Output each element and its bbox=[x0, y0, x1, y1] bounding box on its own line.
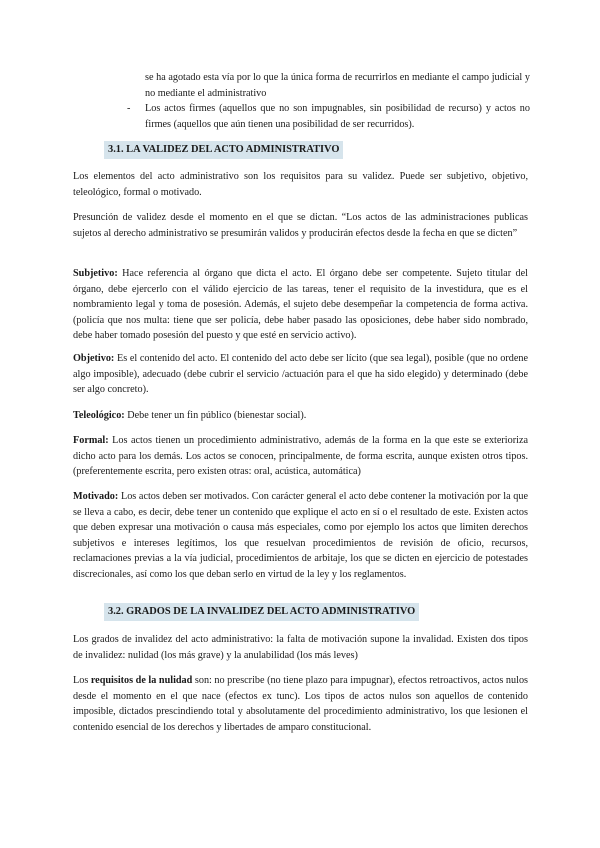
paragraph-teleologico bbox=[73, 408, 528, 424]
text-formal: Los actos tienen un procedimiento administrativo, además de la forma en la que este se exterioriza dicho acto para los demás. Los actos se conocen, principalmente, de forma escrita, aunque existen otros tipos. (preferentemente escrita, pero existen otras: oral, acústica, automática) bbox=[73, 435, 528, 478]
section-heading-grados: 3.2. GRADOS DE LA INVALIDEZ DEL ACTO ADMINISTRATIVO bbox=[104, 603, 419, 621]
text-nulidad: son: no prescribe (no tiene plazo para impugnar), efectos retroactivos, actos nulos desde el momento en el que nace (efectos ex tunc). Los tipos de actos nulos son aquellos de contenido imposible, dictados prescindiendo total y absolutamente del procedimiento administrativo, los que lesionen el contenido esencial de los derechos y libertades de amparo constitucional. bbox=[73, 675, 528, 733]
paragraph-presuncion: Presunción de validez desde el momento en el que se dictan. “Los actos de las administraciones publicas sujetos al derecho administrativo se presumirán validos y producirán efectos desde la fecha en que se dicten” bbox=[73, 212, 528, 239]
paragraph-grados-intro: Los grados de invalidez del acto administrativo: la falta de motivación supone la invalidad. Existen dos tipos de invalidez: nulidad (los más grave) y la anulabilidad (los más leves) bbox=[73, 634, 528, 661]
term-subjetivo: Subjetivo: bbox=[73, 268, 118, 279]
paragraph-formal bbox=[73, 433, 528, 480]
paragraph-intro: Los elementos del acto administrativo son los requisitos para su validez. Puede ser subjetivo, objetivo, teleológico, formal o motivado. bbox=[73, 171, 528, 198]
text-teleologico: Debe tener un fin público (bienestar social). bbox=[124, 410, 307, 421]
term-teleologico: Teleológico: bbox=[73, 410, 125, 421]
paragraph-nulidad bbox=[73, 673, 528, 735]
text-motivado: Los actos deben ser motivados. Con carácter general el acto debe contener la motivación por la que se lleva a cabo, es decir, debe tener un contenido que explique el acto en sí o el resultado de este. Existen actos que deben expresar una motivación o causa más especiales, como por ejemplo los actos que limiten derechos subjetivos e intereses legítimos, los que resuelvan procedimientos de revisión de oficio, recursos, reclamaciones previas a la vía judicial, procedimientos de arbitaje, los que se dicten en ejercicio de potestades discrecionales, así como los que deban serlo en virtud de la ley y los reglamentos. bbox=[73, 491, 528, 580]
section-heading-validez: 3.1. LA VALIDEZ DEL ACTO ADMINISTRATIVO bbox=[104, 141, 343, 159]
paragraph-subjetivo bbox=[73, 266, 528, 344]
term-nulidad: requisitos de la nulidad bbox=[90, 675, 193, 686]
list-bullet: - bbox=[127, 103, 131, 114]
list-item-text: Los actos firmes (aquellos que no son impugnables, sin posibilidad de recurso) y actos no firmes (aquellos que aún tienen una posibilidad de ser recurridos). bbox=[145, 103, 530, 130]
text-subjetivo: Hace referencia al órgano que dicta el acto. El órgano debe ser competente. Sujeto titular del órgano, debe ejercerlo con el válido ejercicio de las tareas, tener el requisito de la investidura, que es el nombramiento legal y toma de posesión. Además, el sujeto debe desempeñar la competencia de forma activa. (policía que nos multa: tiene que ser policía, debe haber pasado las oposiciones, debe haber sido nombrado, debe haber tomado posesión del puesto y que esté en servicio activo). bbox=[73, 268, 528, 342]
text-objetivo: Es el contenido del acto. El contenido del acto debe ser lícito (que sea legal), posible (que no ordene algo imposible), adecuado (debe cubrir el servicio /actuación para el que ha sido elegido) y determinado (debe ser algo concreto). bbox=[73, 353, 528, 396]
paragraph-motivado bbox=[73, 489, 528, 583]
paragraph-objetivo bbox=[73, 351, 528, 398]
list-continuation: se ha agotado esta vía por lo que la única forma de recurrirlos en mediante el campo judicial y no mediante el administrativo bbox=[145, 72, 530, 99]
term-motivado: Motivado: bbox=[73, 491, 119, 502]
nulidad-lead: Los bbox=[73, 675, 91, 686]
term-formal: Formal: bbox=[73, 435, 109, 446]
term-objetivo: Objetivo: bbox=[73, 353, 115, 364]
